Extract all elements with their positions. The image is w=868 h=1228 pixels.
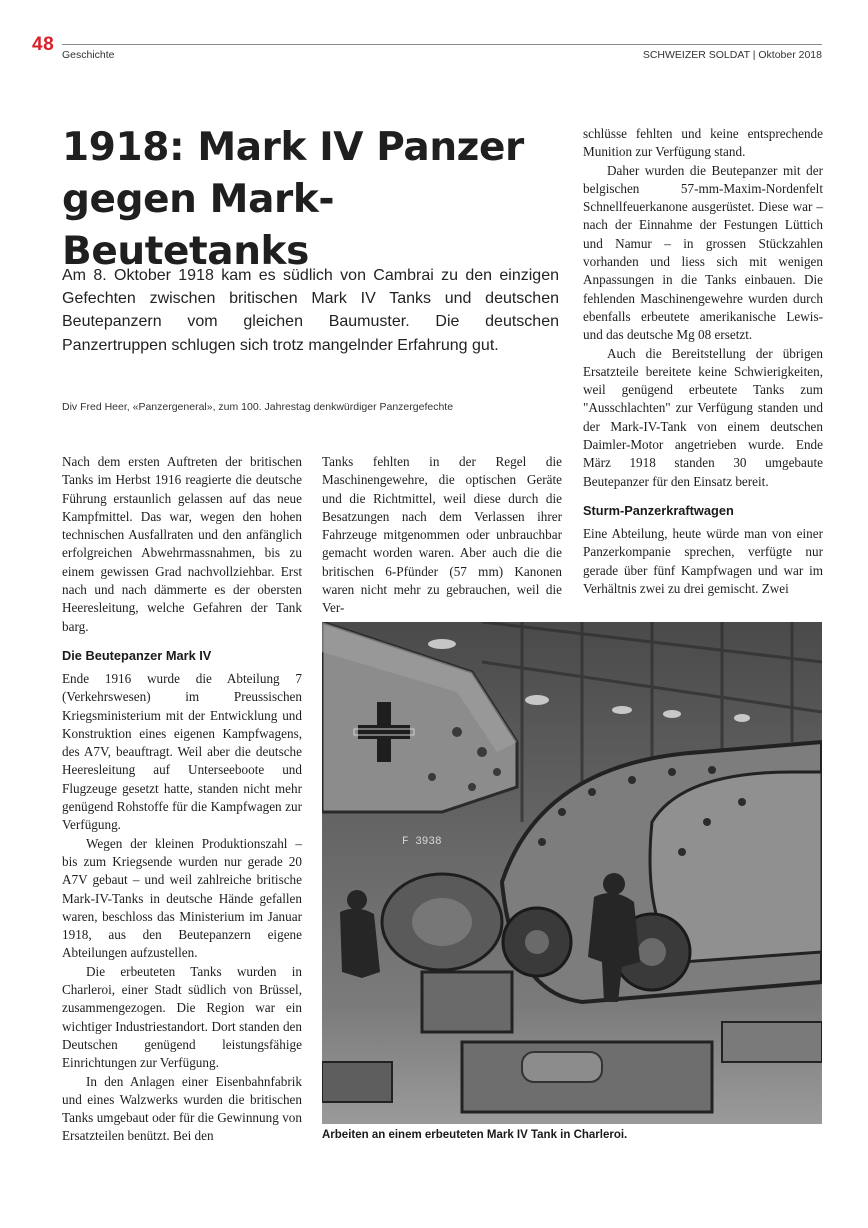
article-photo <box>322 622 822 1124</box>
article-lead: Am 8. Oktober 1918 kam es südlich von Cambrai zu den einzigen Gefechten zwischen britischen Mark IV Tanks und deutschen Beutepanzern vom gleichen Baumuster. Die deutschen Panzertruppen schlugen sich trotz mangelnder Erfahrung gut. <box>62 267 559 354</box>
magazine-label: SCHWEIZER SOLDAT | Oktober 2018 <box>642 49 822 61</box>
article-byline: Div Fred Heer, «Panzergeneral», zum 100. Jahrestag denkwürdiger Panzergefechte <box>62 401 454 413</box>
paragraph: schlüsse fehlten und keine entsprechende Munition zur Verfügung stand. <box>583 126 823 160</box>
paragraph: Die erbeuteten Tanks wurden in Charleroi, einer Stadt südlich von Brüssel, zusammengezogen. Die Region war ein wichtiger Industriestandort. Dort standen den Deutschen genügend leistungsfähige Einrichtungen zur Verfügung. <box>62 963 302 1071</box>
paragraph: Auch die Bereitstellung der übrigen Ersatzteile bereitete keine Schwierigkeiten, weil genügend erbeutete Tanks zum "Ausschlachten" zur Verfügung standen und der Mark-IV-Tank von einem deutschen Daimler-Motor angetrieben wurde. Ende März 1918 standen 30 umgebaute Beutepanzer für den Einsatz bereit. <box>583 345 823 489</box>
paragraph: Wegen der kleinen Produktionszahl – bis zum Kriegsende wurden nur gerade 20 A7V gebaut – und weil zahlreiche britische Mark-IV-Tanks in deutsche Hände gefallen waren, beschloss das Ministerium im Januar 1918, aus den Beutepanzern eigene Abteilungen aufzustellen. <box>62 835 302 961</box>
article-title-line1: 1918: Mark IV Panzer <box>62 125 524 170</box>
article-title-line2: gegen Mark-Beutetanks <box>62 177 335 274</box>
paragraph: Eine Abteilung, heute würde man von einer Panzerkompanie sprechen, verfügte nur gerade über fünf Kampfwagen und war im Verhältnis zwei zu drei gemischt. Zwei <box>583 525 823 596</box>
header-rule <box>62 44 822 45</box>
text-column-3 <box>583 125 823 598</box>
page-number: 48 <box>32 34 55 55</box>
section-label: Geschichte <box>62 49 115 61</box>
paragraph: In den Anlagen einer Eisenbahnfabrik und eines Walzwerks wurden die britischen Tanks umgebaut oder für die Gewinnung von Ersatzteilen benützt. Bei den <box>62 1073 302 1144</box>
paragraph: Tanks fehlten in der Regel die Maschinengewehre, die optischen Geräte und die Richtmittel, weil diese durch die Besatzungen nach dem Verlassen ihrer Fahrzeuge mitgenommen oder unbrauchbar gemacht worden waren. Aber auch die die britischen 6-Pfünder (57 mm) Kanonen waren nicht mehr zu gebrauchen, weil die Ver- <box>322 454 562 616</box>
subheading-sturm-panzerkraftwagen: Sturm-Panzerkraftwagen <box>583 502 734 518</box>
workshop-tank-photo <box>322 622 822 1124</box>
paragraph: Daher wurden die Beutepanzer mit der belgischen 57-mm-Maxim-Nordenfelt Schnellfeuerkanone ausgerüstet. Diese war – nach der Einnahme der Festungen Lüttich und Namur – in grossen Stückzahlen vorhanden und liess sich mit wenigen Anpassungen in die Tanks einbauen. Die fehlenden Maschinengewehre wurden durch ebenfalls erbeutete amerikanische Lewis- und das deutsche Mg 08 ersetzt. <box>583 162 823 343</box>
text-column-2 <box>322 453 562 618</box>
svg-text:F 3938: F 3938 <box>402 836 442 848</box>
photo-caption: Arbeiten an einem erbeuteten Mark IV Tank in Charleroi. <box>322 1129 628 1141</box>
text-column-1 <box>62 453 302 1146</box>
paragraph: Nach dem ersten Auftreten der britischen Tanks im Herbst 1916 reagierte die deutsche Führung erstaunlich gelassen auf das neue Kampfmittel. Das war, wegen den hohen technischen Ausfallraten und den anfänglich erfolgreichen Abwehrmassnahmen, bis zu einem gewissen Grad nachvollziehbar. Erst nach und nach dämmerte es der obersten Heeresleitung, welche Gefahren der Tank barg. <box>62 454 302 634</box>
article-title <box>62 122 572 278</box>
subheading-beutepanzer: Die Beutepanzer Mark IV <box>62 647 212 663</box>
paragraph: Ende 1916 wurde die Abteilung 7 (Verkehrswesen) im Preussischen Kriegsministerium mit der Entwicklung und Konstruktion eines eigenen Kampfwagens, des A7V, beauftragt. Weil aber die deutsche Heeresleitung auf Unterseeboote und Flugzeuge gesetzt hatte, standen nicht mehr genügend Rohstoffe für die Kampfwagen zur Verfügung. <box>62 670 302 833</box>
